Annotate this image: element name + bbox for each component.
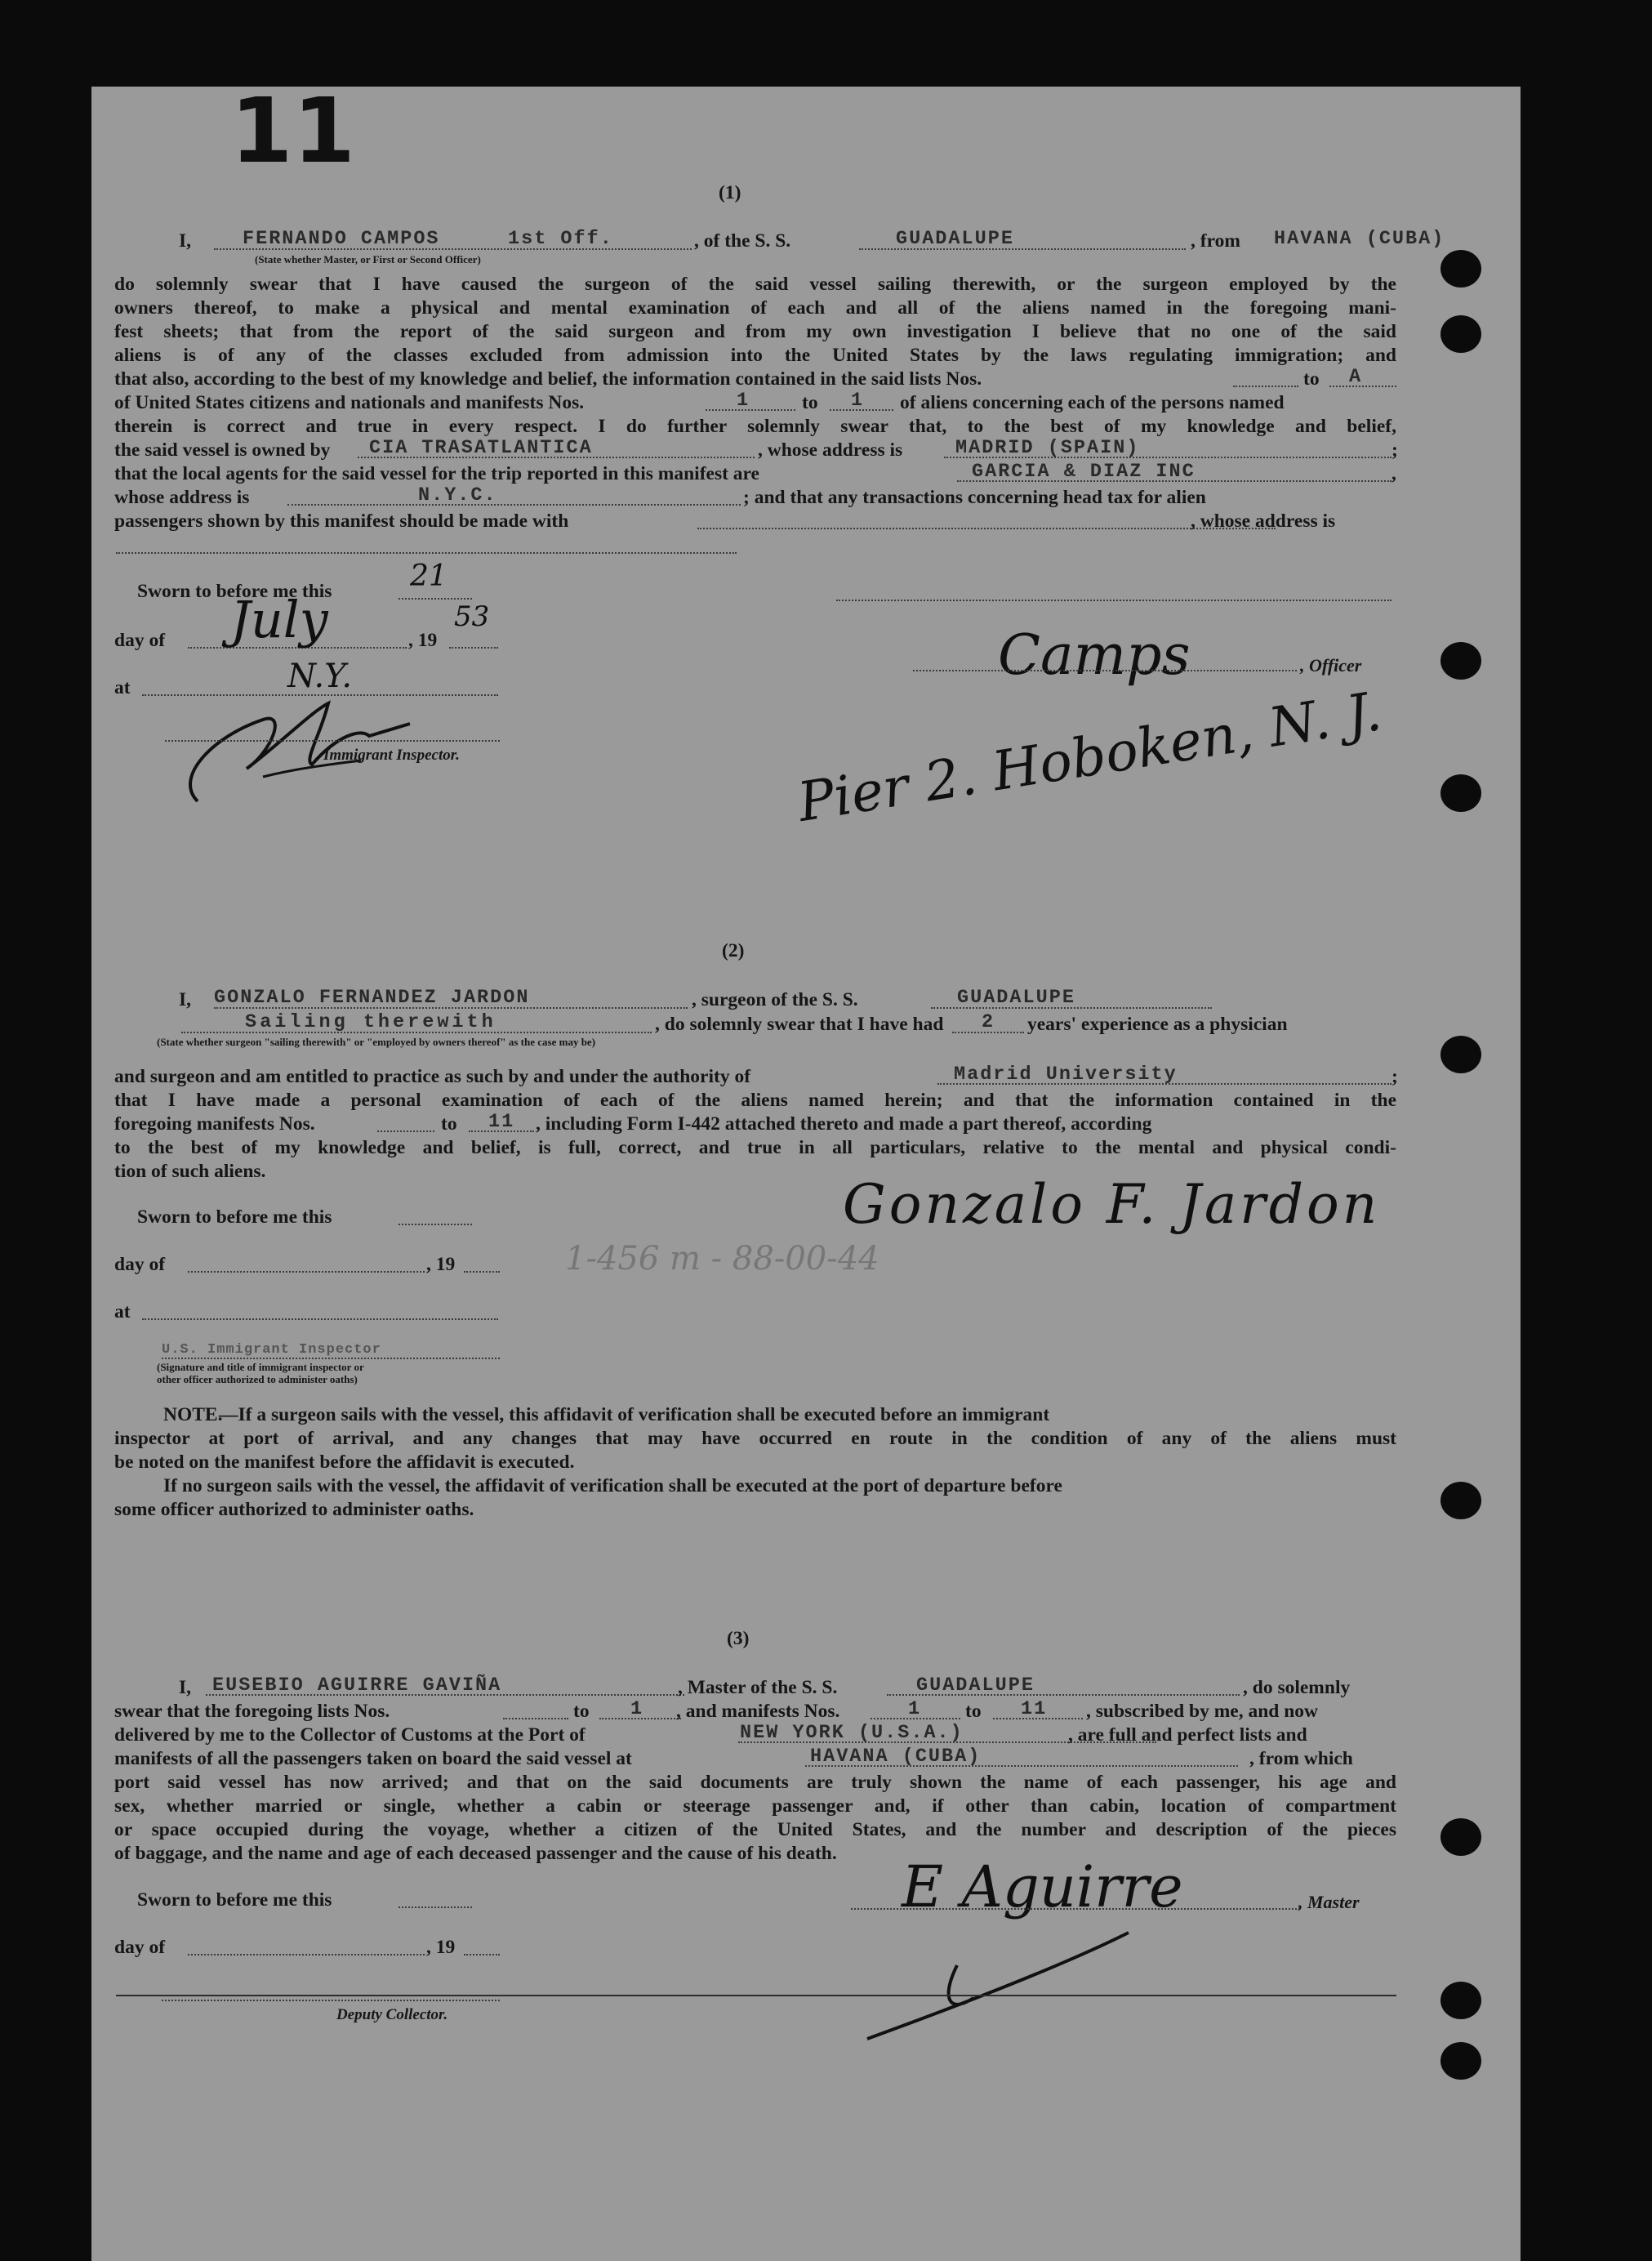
surgeon-line: that I have made a personal examination of each of the aliens named herein; and that the information contained in the (114, 1090, 1396, 1111)
sworn-day: 21 (410, 560, 448, 593)
authority-label: and surgeon and am entitled to practice as such by and under the authority of (114, 1066, 751, 1087)
at-label: at (114, 1301, 131, 1322)
master-line: sex, whether married or single, whether a cabin or steerage passenger and, if other than cabin, location of compartment (114, 1795, 1396, 1817)
head-tax-tail: ; and that any transactions concerning head tax for alien (743, 487, 1206, 508)
affidavit-line: of United States citizens and nationals and manifests Nos. (114, 392, 585, 413)
punch-hole (1440, 2042, 1481, 2080)
form-tail: , including Form I-442 attached thereto and made a part thereof, according (536, 1113, 1152, 1135)
manifests-line: manifests of all the passengers taken on board the said vessel at (114, 1748, 632, 1769)
whose-address-label: , whose address is (758, 439, 903, 461)
years-tail: years' experience as a physician (1027, 1014, 1288, 1035)
owned-by-label: the said vessel is owned by (114, 439, 331, 461)
vessel-name: GUADALUPE (896, 228, 1014, 250)
officer-top-line (836, 600, 1392, 601)
inspector-sign-line-2 (162, 1358, 500, 1359)
years-experience: 2 (982, 1011, 995, 1033)
list-from-line-3 (503, 1718, 568, 1719)
manifest-from-line-2 (377, 1130, 434, 1132)
punch-hole (1440, 1818, 1481, 1856)
manifest-to: 1 (851, 390, 865, 412)
month-line-2 (188, 1271, 425, 1273)
surgeon-line: to the best of my knowledge and belief, is full, correct, and true in all particulars, relative to the mental and physical condi- (114, 1137, 1396, 1158)
punch-hole (1440, 1036, 1481, 1073)
year-line (449, 647, 498, 649)
master-line: port said vessel has now arrived; and that on the said documents are truly shown the name of each passenger, his age and (114, 1772, 1396, 1793)
collector-label: Deputy Collector. (336, 2006, 448, 2023)
comma: , (1392, 463, 1396, 484)
sworn-day-line (399, 598, 472, 600)
manifest-affidavit-page (91, 78, 1521, 2261)
bottom-rule (116, 1995, 1396, 1996)
whose-address-label: , whose address is (1191, 511, 1336, 532)
affidavit-i: I, (179, 1677, 192, 1698)
sworn-day-line-3 (399, 1906, 472, 1908)
affidavit-i: I, (179, 230, 192, 252)
signature-note: (Signature and title of immigrant inspector or other officer authorized to administer oaths) (157, 1361, 364, 1385)
swear-text: , do solemnly swear that I have had (655, 1014, 944, 1035)
affidavit-line: aliens is of any of the classes excluded from admission into the United States by the laws regulating immigration; and (114, 345, 1396, 366)
master-line: swear that the foregoing lists Nos. (114, 1701, 390, 1722)
sworn-day-line-2 (399, 1224, 472, 1225)
master-signature-flourish (859, 1908, 1202, 2047)
of-ss-label: , of the S. S. (694, 230, 791, 252)
year-line-3 (464, 1954, 500, 1956)
manifest-to-3: 11 (1021, 1698, 1048, 1720)
officer-rank: 1st Off. (508, 228, 613, 250)
master-of-ss: , Master of the S. S. (678, 1677, 838, 1698)
authority: Madrid University (954, 1064, 1178, 1086)
sworn-label: Sworn to before me this (137, 581, 332, 602)
agents-label: that the local agents for the said vessel for the trip reported in this manifest are (114, 463, 759, 484)
surgeon-of-ss: , surgeon of the S. S. (692, 989, 858, 1010)
address-continuation-line (116, 552, 737, 554)
note-line: inspector at port of arrival, and any changes that may have occurred en route in the condition of any of the aliens must (114, 1428, 1396, 1449)
vessel-name-2: GUADALUPE (957, 987, 1075, 1009)
agent-address-label: whose address is (114, 487, 250, 508)
affidavit-line: owners thereof, to make a physical and mental examination of each and all of the aliens named in the foregoing mani- (114, 297, 1396, 319)
manifest-from-line (706, 409, 795, 411)
aliens-tail: of aliens concerning each of the persons named (900, 392, 1285, 413)
manifest-from: 1 (737, 390, 750, 412)
punch-hole (1440, 642, 1481, 680)
swear-label: , do solemnly (1243, 1677, 1351, 1698)
day-of-label: day of (114, 630, 166, 651)
semicolon: ; (1392, 439, 1398, 461)
surgeon-line: foregoing manifests Nos. (114, 1113, 315, 1135)
sailing-therewith: Sailing therewith (245, 1011, 496, 1033)
master-signature: E Aguirre (902, 1853, 1183, 1920)
owner-address: MADRID (SPAIN) (955, 437, 1140, 459)
handwritten-pier-note: Pier 2. Hoboken, N. J. (793, 680, 1386, 835)
full-lists-label: , are full and perfect lists and (1068, 1724, 1307, 1746)
master-line: or space occupied during the voyage, whether a citizen of the United States, and the number and description of the pieces (114, 1819, 1396, 1840)
to-label: to (965, 1701, 982, 1722)
agent-address-line (287, 504, 741, 506)
from-which: , from which (1249, 1748, 1353, 1769)
stamp-number: 11 (230, 78, 356, 183)
port-of-arrival: NEW YORK (U.S.A.) (740, 1722, 964, 1744)
list-to: A (1349, 366, 1363, 388)
surgeon-line: tion of such aliens. (114, 1161, 266, 1182)
list-to-line (1329, 386, 1396, 387)
from-label: , from (1191, 230, 1240, 252)
month-line-3 (188, 1954, 425, 1956)
passengers-line: passengers shown by this manifest should be made with (114, 511, 569, 532)
list-from-line (1233, 386, 1298, 387)
to-label: to (573, 1701, 590, 1722)
sworn-month: July (230, 590, 328, 649)
punch-hole (1440, 250, 1481, 288)
note-line: some officer authorized to administer oaths. (114, 1499, 474, 1520)
to-label: to (1303, 368, 1320, 390)
note-label: NOTE. (163, 1404, 223, 1425)
affidavit-line: do solemnly swear that I have caused the surgeon of the said vessel sailing therewith, or the surgeon employed by the (114, 274, 1396, 295)
punch-hole (1440, 1982, 1481, 2019)
section-number-1: (1) (719, 182, 741, 203)
surgeon-name: GONZALO FERNANDEZ JARDON (214, 987, 530, 1009)
sworn-at: N.Y. (287, 658, 353, 695)
agents-name: GARCIA & DIAZ INC (972, 461, 1196, 483)
at-label: at (114, 677, 131, 698)
master-name: EUSEBIO AGUIRRE GAVIÑA (212, 1675, 502, 1697)
sworn-label: Sworn to before me this (137, 1206, 332, 1228)
faint-handwritten-note: 1-456 m - 88-00-44 (565, 1240, 879, 1278)
delivered-label: delivered by me to the Collector of Customs at the Port of (114, 1724, 586, 1746)
officer-name: FERNANDO CAMPOS (243, 228, 440, 250)
collector-line (162, 2000, 500, 2001)
sworn-year: 53 (454, 600, 490, 633)
agent-address: N.Y.C. (418, 484, 497, 506)
semicolon: ; (1392, 1066, 1398, 1087)
master-line: of baggage, and the name and age of each deceased passenger and the cause of his death. (114, 1843, 837, 1864)
list-to-3: 1 (630, 1698, 644, 1720)
note-line: —If a surgeon sails with the vessel, this affidavit of verification shall be executed before an immigrant (219, 1404, 1050, 1425)
day-of-label: day of (114, 1937, 166, 1958)
punch-hole (1440, 774, 1481, 812)
surgeon-signature: Gonzalo F. Jardon (843, 1173, 1381, 1236)
officer-sign-line (913, 670, 1297, 671)
officer-label: , Officer (1300, 655, 1362, 676)
punch-hole (1440, 315, 1481, 353)
master-label: , Master (1298, 1892, 1360, 1912)
officer-note: (State whether Master, or First or Second Officer) (255, 253, 481, 265)
passengers-dotline (697, 528, 1276, 529)
sworn-label: Sworn to before me this (137, 1889, 332, 1911)
inspector-label: Immigrant Inspector. (323, 747, 460, 764)
port-from: HAVANA (CUBA) (1274, 228, 1445, 250)
vessel-name-3: GUADALUPE (916, 1675, 1035, 1697)
to-label: to (441, 1113, 457, 1135)
section-number-2: (2) (722, 940, 745, 961)
section-number-3: (3) (727, 1628, 750, 1649)
year-prefix: , 19 (408, 630, 438, 651)
affidavit-line: fest sheets; that from the report of the said surgeon and from my own investigation I believe that no one of the said (114, 321, 1396, 342)
year-line-2 (464, 1271, 500, 1273)
at-line-2 (142, 1318, 498, 1320)
officer-signature: Camps (998, 623, 1191, 688)
to-label: to (802, 392, 818, 413)
inspector-stamp: U.S. Immigrant Inspector (162, 1342, 381, 1358)
affidavit-line: therein is correct and true in every respect. I do further solemnly swear that, to the best of my knowledge and belief, (114, 416, 1396, 437)
subscribed-label: , subscribed by me, and now (1086, 1701, 1319, 1722)
note-line: be noted on the manifest before the affidavit is executed. (114, 1452, 575, 1473)
year-prefix: , 19 (426, 1254, 456, 1275)
manifests-label: , and manifests Nos. (676, 1701, 840, 1722)
owner-name: CIA TRASATLANTICA (369, 437, 593, 459)
sailing-note: (State whether surgeon "sailing therewith" or "employed by owners thereof" as the case may be) (157, 1036, 596, 1048)
affidavit-line: that also, according to the best of my knowledge and belief, the information contained in the said lists Nos. (114, 368, 982, 390)
port-from-3: HAVANA (CUBA) (810, 1746, 982, 1768)
manifest-from-3: 1 (908, 1698, 922, 1720)
manifest-to-2: 11 (488, 1111, 515, 1133)
day-of-label: day of (114, 1254, 166, 1275)
punch-hole (1440, 1482, 1481, 1519)
year-prefix: , 19 (426, 1937, 456, 1958)
master-sign-line (851, 1908, 1300, 1910)
affidavit-i: I, (179, 989, 192, 1010)
note-line: If no surgeon sails with the vessel, the affidavit of verification shall be executed at the port of departure before (163, 1475, 1062, 1496)
inspector-line (165, 740, 500, 742)
